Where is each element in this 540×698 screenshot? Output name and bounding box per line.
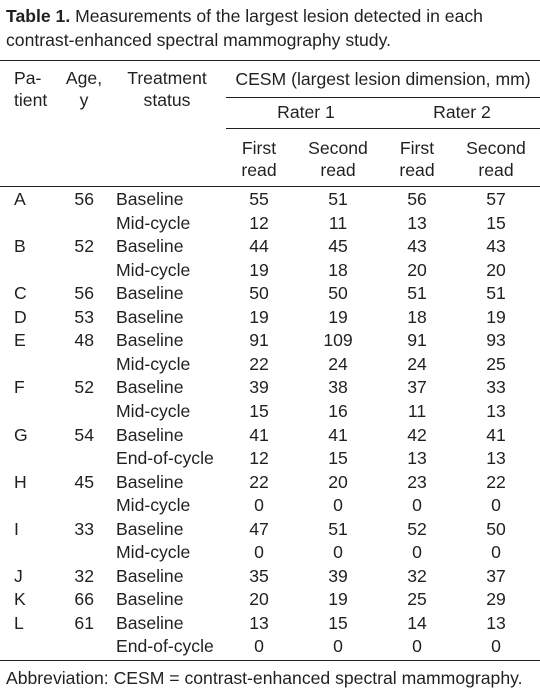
cell-r1-second: 19	[328, 589, 348, 610]
cell-age: 45	[74, 471, 94, 492]
cell-r1-second: 24	[328, 353, 348, 374]
cell-r2-second: 51	[486, 283, 506, 304]
cell-status: Baseline	[116, 612, 184, 633]
cell-r2-first: 56	[407, 189, 427, 209]
cell-status: Baseline	[116, 189, 184, 209]
cell-r2-first: 20	[407, 259, 427, 280]
cell-r1-first: 13	[249, 612, 269, 633]
cell-patient: C	[14, 283, 27, 304]
cell-r1-first: 41	[249, 424, 269, 445]
cell-r2-second: 0	[491, 636, 501, 657]
cell-r2-second: 41	[486, 424, 506, 445]
cell-r1-first: 44	[249, 236, 269, 257]
cell-r2-second: 15	[486, 212, 506, 233]
bottom-rule	[0, 660, 540, 661]
header-r1-first-read: First read	[241, 138, 277, 180]
cell-age: 54	[74, 424, 94, 445]
cell-r1-first: 19	[249, 306, 269, 327]
cell-status: Baseline	[116, 589, 184, 610]
cell-r1-second: 18	[328, 259, 348, 280]
cell-r2-first: 43	[407, 236, 427, 257]
cell-r2-second: 22	[486, 471, 506, 492]
cell-r1-second: 109	[323, 330, 353, 351]
cell-r1-first: 12	[249, 448, 269, 469]
cell-r1-second: 0	[333, 542, 343, 563]
cell-age: 61	[74, 612, 94, 633]
cell-r2-first: 37	[407, 377, 427, 398]
cell-r1-first: 19	[249, 259, 269, 280]
cell-r1-second: 41	[328, 424, 348, 445]
cell-r2-first: 13	[407, 212, 427, 233]
cell-patient: E	[14, 330, 26, 351]
cell-age: 56	[74, 189, 94, 209]
cell-r2-second: 37	[486, 565, 506, 586]
header-rater-1: Rater 1	[277, 102, 335, 122]
cell-r2-second: 43	[486, 236, 506, 257]
cell-age: 56	[74, 283, 94, 304]
cell-r1-first: 22	[249, 353, 269, 374]
cell-r1-first: 12	[249, 212, 269, 233]
header-treatment-status: Treatment status	[127, 68, 207, 110]
cell-status: Baseline	[116, 236, 184, 257]
cell-r1-first: 22	[249, 471, 269, 492]
cell-r1-first: 47	[249, 518, 269, 539]
cell-r1-first: 0	[254, 542, 264, 563]
cell-r2-first: 0	[412, 495, 422, 516]
cell-r1-second: 0	[333, 636, 343, 657]
cell-age: 53	[74, 306, 94, 327]
cell-status: Mid-cycle	[116, 495, 191, 516]
cell-status: Baseline	[116, 377, 184, 398]
cell-r1-first: 50	[249, 283, 269, 304]
cell-status: Baseline	[116, 565, 184, 586]
cell-r1-second: 16	[328, 400, 348, 421]
cell-status: Baseline	[116, 424, 184, 445]
cell-status: Baseline	[116, 306, 184, 327]
cell-age: 32	[74, 565, 94, 586]
cell-r1-second: 11	[328, 212, 348, 233]
cell-r2-second: 57	[486, 189, 506, 209]
cell-r1-second: 39	[328, 565, 348, 586]
cell-r2-first: 11	[407, 400, 427, 421]
cell-r2-second: 13	[486, 400, 506, 421]
cell-r2-first: 25	[407, 589, 427, 610]
cell-age: 33	[74, 518, 94, 539]
cell-r2-first: 52	[407, 518, 427, 539]
cell-r1-second: 51	[328, 518, 348, 539]
cell-r1-first: 20	[249, 589, 269, 610]
cell-status: Mid-cycle	[116, 542, 191, 563]
cell-r2-first: 18	[407, 306, 427, 327]
cell-r2-first: 23	[407, 471, 427, 492]
header-r2-second-read: Second read	[466, 138, 526, 180]
cell-r1-first: 91	[249, 330, 269, 351]
cell-r1-second: 15	[328, 612, 348, 633]
cell-status: Baseline	[116, 471, 184, 492]
cell-r2-second: 19	[486, 306, 506, 327]
cell-status: Baseline	[116, 283, 184, 304]
cell-age: 52	[74, 377, 94, 398]
cell-status: Mid-cycle	[116, 259, 191, 280]
cell-age: 52	[74, 236, 94, 257]
cell-r1-first: 39	[249, 377, 269, 398]
cell-r2-first: 0	[412, 542, 422, 563]
cell-patient: A	[14, 189, 26, 209]
cell-r1-second: 38	[328, 377, 348, 398]
footnote: Abbreviation: CESM = contrast-enhanced spectral mammography.	[6, 668, 523, 688]
cell-age: 66	[74, 589, 94, 610]
cell-r2-first: 51	[407, 283, 427, 304]
cell-r2-second: 25	[486, 353, 506, 374]
rater-header-rule	[226, 128, 540, 129]
cell-r2-second: 0	[491, 495, 501, 516]
cell-patient: D	[14, 306, 27, 327]
cell-r2-first: 13	[407, 448, 427, 469]
cell-r1-second: 45	[328, 236, 348, 257]
cell-r1-second: 20	[328, 471, 348, 492]
cell-r1-second: 15	[328, 448, 348, 469]
cell-r2-second: 50	[486, 518, 506, 539]
cell-r1-second: 50	[328, 283, 348, 304]
cell-age: 48	[74, 330, 94, 351]
cell-r2-second: 93	[486, 330, 506, 351]
cell-r2-second: 13	[486, 448, 506, 469]
cell-status: End-of-cycle	[116, 448, 214, 469]
cell-status: Baseline	[116, 518, 184, 539]
header-cesm: CESM (largest lesion dimension, mm)	[235, 69, 531, 89]
cell-patient: F	[14, 377, 25, 398]
cell-r1-first: 35	[249, 565, 269, 586]
cell-patient: I	[14, 518, 19, 539]
header-r2-first-read: First read	[399, 138, 435, 180]
cell-status: Mid-cycle	[116, 400, 191, 421]
header-age: Age, y	[65, 68, 103, 110]
cell-r2-second: 13	[486, 612, 506, 633]
caption-label: Table 1.	[6, 6, 71, 26]
cell-r2-second: 29	[486, 589, 506, 610]
cell-patient: H	[14, 471, 27, 492]
cell-r2-second: 33	[486, 377, 506, 398]
cell-status: Baseline	[116, 330, 184, 351]
header-patient: Pa- tient	[14, 68, 48, 110]
cell-r2-first: 91	[407, 330, 427, 351]
cell-r1-first: 0	[254, 495, 264, 516]
cell-r2-second: 20	[486, 259, 506, 280]
cell-r2-second: 0	[491, 542, 501, 563]
top-rule	[0, 60, 540, 61]
cell-patient: G	[14, 424, 28, 445]
cell-r1-first: 0	[254, 636, 264, 657]
cell-status: Mid-cycle	[116, 353, 191, 374]
cell-status: End-of-cycle	[116, 636, 214, 657]
header-bottom-rule	[0, 186, 540, 187]
header-r1-second-read: Second read	[308, 138, 368, 180]
cell-r1-first: 55	[249, 189, 269, 209]
cell-patient: K	[14, 589, 26, 610]
cell-r1-second: 19	[328, 306, 348, 327]
cell-patient: J	[14, 565, 23, 586]
cell-patient: L	[14, 612, 24, 633]
cell-r2-first: 14	[407, 612, 427, 633]
cell-r2-first: 42	[407, 424, 427, 445]
header-rater-2: Rater 2	[433, 102, 491, 122]
caption-text: Measurements of the largest lesion detected in each contrast-enhanced spectral mammography study.	[6, 6, 483, 50]
table-caption	[6, 4, 536, 52]
cell-r2-first: 32	[407, 565, 427, 586]
cell-patient: B	[14, 236, 26, 257]
cell-r1-second: 51	[328, 189, 348, 209]
cell-status: Mid-cycle	[116, 212, 191, 233]
cell-r1-second: 0	[333, 495, 343, 516]
cell-r2-first: 0	[412, 636, 422, 657]
cell-r1-first: 15	[249, 400, 269, 421]
cell-r2-first: 24	[407, 353, 427, 374]
cesm-header-rule	[226, 97, 540, 98]
